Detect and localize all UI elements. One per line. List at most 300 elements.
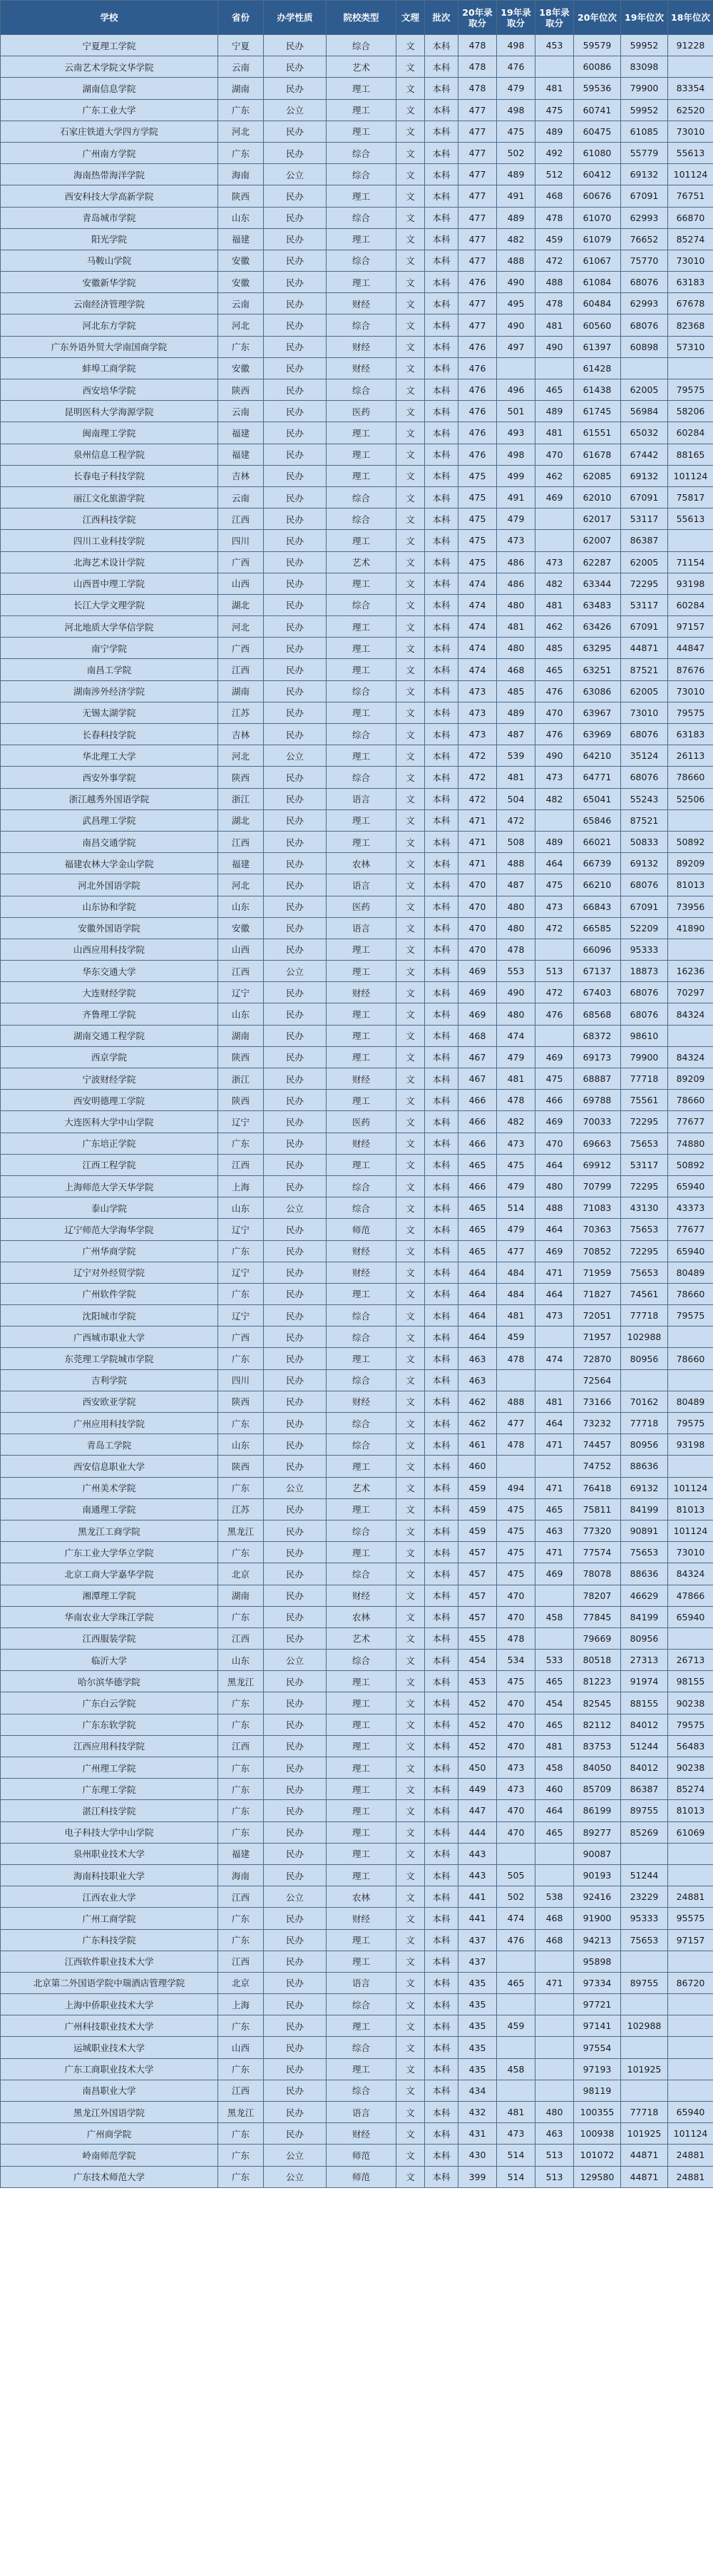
cell-rank-2019: 80956 — [621, 1348, 668, 1369]
cell-score-2018: 533 — [535, 1650, 574, 1671]
cell-school-type: 财经 — [327, 1240, 396, 1262]
cell-batch: 本科 — [425, 1175, 458, 1197]
cell-school-nature: 民办 — [264, 1348, 327, 1369]
cell-rank-2019: 59952 — [621, 99, 668, 121]
cell-rank-2018: 78660 — [668, 1283, 713, 1304]
cell-school-name: 海南科技职业大学 — [1, 1864, 218, 1886]
cell-track: 文 — [396, 767, 425, 788]
cell-rank-2019: 69132 — [621, 465, 668, 486]
cell-score-2020: 477 — [458, 185, 497, 207]
table-row — [1, 1821, 713, 1843]
table-row — [1, 1219, 713, 1240]
cell-school-nature: 民办 — [264, 1391, 327, 1412]
table-row — [1, 1348, 713, 1369]
cell-score-2018: 478 — [535, 293, 574, 315]
cell-province: 广东 — [218, 1240, 264, 1262]
cell-school-nature: 民办 — [264, 1520, 327, 1541]
cell-batch: 本科 — [425, 1498, 458, 1520]
cell-school-name: 广州科技职业技术大学 — [1, 2015, 218, 2037]
cell-score-2020: 477 — [458, 164, 497, 185]
cell-school-nature: 民办 — [264, 2015, 327, 2037]
cell-school-name: 南通理工学院 — [1, 1498, 218, 1520]
cell-school-nature: 民办 — [264, 659, 327, 680]
cell-rank-2018 — [668, 1025, 713, 1046]
cell-province: 吉林 — [218, 465, 264, 486]
cell-province: 云南 — [218, 486, 264, 508]
cell-school-nature: 民办 — [264, 1262, 327, 1283]
cell-school-type: 综合 — [327, 724, 396, 745]
cell-batch: 本科 — [425, 745, 458, 767]
table-row — [1, 422, 713, 444]
cell-school-nature: 民办 — [264, 1951, 327, 1972]
cell-score-2018: 489 — [535, 121, 574, 142]
cell-school-nature: 民办 — [264, 809, 327, 831]
table-row — [1, 1542, 713, 1563]
cell-school-nature: 民办 — [264, 2058, 327, 2080]
cell-score-2019 — [497, 2080, 535, 2101]
cell-batch: 本科 — [425, 702, 458, 723]
cell-track: 文 — [396, 1348, 425, 1369]
cell-school-type: 财经 — [327, 293, 396, 315]
cell-school-nature: 民办 — [264, 1779, 327, 1800]
cell-school-nature: 民办 — [264, 874, 327, 896]
cell-rank-2019: 77718 — [621, 1305, 668, 1327]
cell-province: 福建 — [218, 853, 264, 874]
cell-score-2020: 476 — [458, 422, 497, 444]
cell-school-name: 齐鲁理工学院 — [1, 1003, 218, 1025]
cell-batch: 本科 — [425, 573, 458, 594]
cell-score-2020: 470 — [458, 896, 497, 917]
cell-track: 文 — [396, 1542, 425, 1563]
cell-score-2020: 434 — [458, 2080, 497, 2101]
cell-track: 文 — [396, 1563, 425, 1585]
cell-batch: 本科 — [425, 1542, 458, 1563]
cell-school-name: 广东外语外贸大学南国商学院 — [1, 336, 218, 357]
cell-province: 山东 — [218, 207, 264, 228]
cell-batch: 本科 — [425, 1843, 458, 1864]
cell-school-type: 理工 — [327, 573, 396, 594]
header-province: 省份 — [218, 1, 264, 35]
cell-score-2019: 473 — [497, 1133, 535, 1154]
cell-rank-2020: 85709 — [574, 1779, 621, 1800]
cell-score-2020: 441 — [458, 1908, 497, 1929]
cell-province: 山西 — [218, 573, 264, 594]
cell-score-2020: 461 — [458, 1434, 497, 1456]
cell-school-type: 理工 — [327, 99, 396, 121]
cell-track: 文 — [396, 1800, 425, 1821]
cell-school-nature: 民办 — [264, 638, 327, 659]
cell-school-name: 武昌理工学院 — [1, 809, 218, 831]
cell-score-2019: 479 — [497, 1219, 535, 1240]
cell-track: 文 — [396, 1498, 425, 1520]
cell-rank-2020: 69173 — [574, 1046, 621, 1068]
cell-school-name: 临沂大学 — [1, 1650, 218, 1671]
cell-rank-2019: 75653 — [621, 1929, 668, 1951]
cell-rank-2020: 63483 — [574, 594, 621, 615]
cell-rank-2018: 85274 — [668, 228, 713, 250]
cell-rank-2018 — [668, 1994, 713, 2015]
cell-batch: 本科 — [425, 185, 458, 207]
cell-school-name: 闽南理工学院 — [1, 422, 218, 444]
cell-batch: 本科 — [425, 164, 458, 185]
cell-rank-2020: 70799 — [574, 1175, 621, 1197]
cell-score-2018: 480 — [535, 1175, 574, 1197]
cell-rank-2018: 80489 — [668, 1391, 713, 1412]
cell-rank-2018: 76751 — [668, 185, 713, 207]
cell-track: 文 — [396, 1262, 425, 1283]
cell-score-2018: 471 — [535, 1434, 574, 1456]
table-row — [1, 853, 713, 874]
cell-score-2018 — [535, 939, 574, 960]
cell-track: 文 — [396, 724, 425, 745]
header-school-nature: 办学性质 — [264, 1, 327, 35]
table-row — [1, 444, 713, 465]
cell-rank-2019: 67091 — [621, 185, 668, 207]
cell-province: 宁夏 — [218, 35, 264, 56]
cell-score-2019: 481 — [497, 2102, 535, 2123]
cell-school-name: 宁波财经学院 — [1, 1068, 218, 1090]
cell-rank-2018: 78660 — [668, 1090, 713, 1111]
cell-score-2020: 432 — [458, 2102, 497, 2123]
cell-school-name: 河北东方学院 — [1, 315, 218, 336]
cell-score-2018: 488 — [535, 1197, 574, 1219]
cell-school-nature: 民办 — [264, 185, 327, 207]
cell-rank-2020: 61428 — [574, 357, 621, 379]
cell-score-2019: 489 — [497, 164, 535, 185]
cell-track: 文 — [396, 336, 425, 357]
cell-track: 文 — [396, 659, 425, 680]
cell-batch: 本科 — [425, 1606, 458, 1627]
cell-score-2018: 470 — [535, 702, 574, 723]
cell-rank-2020: 60741 — [574, 99, 621, 121]
table-row — [1, 1391, 713, 1412]
cell-school-nature: 民办 — [264, 1240, 327, 1262]
cell-score-2018 — [535, 2037, 574, 2058]
cell-score-2020: 470 — [458, 874, 497, 896]
cell-rank-2020: 60484 — [574, 293, 621, 315]
cell-rank-2018: 75817 — [668, 486, 713, 508]
cell-score-2018: 464 — [535, 1283, 574, 1304]
cell-track: 文 — [396, 530, 425, 551]
cell-score-2020: 476 — [458, 379, 497, 401]
cell-score-2018: 470 — [535, 1133, 574, 1154]
cell-school-nature: 民办 — [264, 1133, 327, 1154]
cell-rank-2018: 26113 — [668, 745, 713, 767]
cell-score-2020: 469 — [458, 1003, 497, 1025]
cell-rank-2019: 101925 — [621, 2123, 668, 2145]
cell-province: 广东 — [218, 336, 264, 357]
cell-rank-2020: 78207 — [574, 1585, 621, 1606]
cell-rank-2018: 55613 — [668, 142, 713, 163]
cell-score-2019: 468 — [497, 659, 535, 680]
cell-score-2019: 486 — [497, 551, 535, 573]
cell-track: 文 — [396, 486, 425, 508]
cell-school-type: 财经 — [327, 1908, 396, 1929]
cell-score-2020: 437 — [458, 1929, 497, 1951]
cell-track: 文 — [396, 1413, 425, 1434]
cell-school-nature: 民办 — [264, 272, 327, 293]
cell-rank-2020: 77845 — [574, 1606, 621, 1627]
cell-province: 广西 — [218, 638, 264, 659]
cell-score-2018: 469 — [535, 1563, 574, 1585]
cell-school-type: 语言 — [327, 788, 396, 809]
table-row — [1, 1735, 713, 1757]
cell-rank-2018: 81013 — [668, 1498, 713, 1520]
cell-school-name: 岭南师范学院 — [1, 2145, 218, 2166]
cell-school-name: 运城职业技术大学 — [1, 2037, 218, 2058]
cell-school-nature: 民办 — [264, 1585, 327, 1606]
cell-school-type: 理工 — [327, 1735, 396, 1757]
cell-rank-2020: 70363 — [574, 1219, 621, 1240]
cell-track: 文 — [396, 1972, 425, 1993]
cell-score-2019: 481 — [497, 1305, 535, 1327]
table-row — [1, 99, 713, 121]
cell-score-2018: 490 — [535, 745, 574, 767]
cell-track: 文 — [396, 788, 425, 809]
cell-school-type: 综合 — [327, 680, 396, 702]
cell-track: 文 — [396, 1520, 425, 1541]
cell-province: 江西 — [218, 961, 264, 982]
cell-batch: 本科 — [425, 315, 458, 336]
cell-rank-2018: 57310 — [668, 336, 713, 357]
cell-rank-2020: 74457 — [574, 1434, 621, 1456]
cell-school-type: 综合 — [327, 1369, 396, 1391]
cell-track: 文 — [396, 1908, 425, 1929]
cell-rank-2019: 68076 — [621, 272, 668, 293]
cell-score-2019: 505 — [497, 1864, 535, 1886]
cell-school-type: 理工 — [327, 961, 396, 982]
table-row — [1, 551, 713, 573]
cell-school-nature: 民办 — [264, 35, 327, 56]
cell-rank-2018: 87676 — [668, 659, 713, 680]
table-row — [1, 272, 713, 293]
cell-rank-2019: 53117 — [621, 1154, 668, 1175]
cell-rank-2020: 78078 — [574, 1563, 621, 1585]
cell-batch: 本科 — [425, 1283, 458, 1304]
cell-rank-2018: 79575 — [668, 1305, 713, 1327]
cell-rank-2020: 94213 — [574, 1929, 621, 1951]
table-row — [1, 724, 713, 745]
cell-batch: 本科 — [425, 1262, 458, 1283]
cell-school-nature: 民办 — [264, 78, 327, 99]
cell-score-2019: 486 — [497, 573, 535, 594]
cell-rank-2019 — [621, 1369, 668, 1391]
cell-school-nature: 民办 — [264, 1111, 327, 1133]
cell-rank-2020: 63086 — [574, 680, 621, 702]
cell-score-2018 — [535, 357, 574, 379]
cell-score-2020: 460 — [458, 1456, 497, 1477]
cell-school-nature: 民办 — [264, 293, 327, 315]
cell-batch: 本科 — [425, 831, 458, 852]
cell-school-type: 财经 — [327, 1585, 396, 1606]
cell-school-name: 北京第二外国语学院中瑞酒店管理学院 — [1, 1972, 218, 1993]
cell-school-name: 广东科技学院 — [1, 1929, 218, 1951]
cell-rank-2019: 56984 — [621, 401, 668, 422]
cell-score-2019: 474 — [497, 1908, 535, 1929]
cell-batch: 本科 — [425, 1413, 458, 1434]
cell-score-2019: 465 — [497, 1972, 535, 1993]
cell-rank-2018: 41890 — [668, 917, 713, 939]
cell-track: 文 — [396, 250, 425, 271]
cell-track: 文 — [396, 56, 425, 78]
cell-score-2019 — [497, 1994, 535, 2015]
cell-track: 文 — [396, 1585, 425, 1606]
cell-school-type: 理工 — [327, 1283, 396, 1304]
cell-rank-2019: 62993 — [621, 293, 668, 315]
cell-batch: 本科 — [425, 853, 458, 874]
cell-score-2018: 471 — [535, 1477, 574, 1498]
cell-rank-2018: 90238 — [668, 1757, 713, 1779]
cell-rank-2019: 68076 — [621, 724, 668, 745]
cell-rank-2019: 51244 — [621, 1864, 668, 1886]
cell-score-2020: 435 — [458, 1972, 497, 1993]
cell-score-2018: 463 — [535, 2123, 574, 2145]
cell-score-2020: 471 — [458, 809, 497, 831]
cell-batch: 本科 — [425, 99, 458, 121]
cell-score-2020: 431 — [458, 2123, 497, 2145]
cell-rank-2018: 84324 — [668, 1003, 713, 1025]
cell-batch: 本科 — [425, 724, 458, 745]
cell-track: 文 — [396, 1821, 425, 1843]
cell-score-2018: 464 — [535, 1800, 574, 1821]
cell-province: 广东 — [218, 1800, 264, 1821]
cell-school-type: 理工 — [327, 1542, 396, 1563]
cell-score-2020: 459 — [458, 1520, 497, 1541]
cell-rank-2020: 74752 — [574, 1456, 621, 1477]
cell-rank-2020: 63295 — [574, 638, 621, 659]
cell-track: 文 — [396, 1133, 425, 1154]
table-row — [1, 1864, 713, 1886]
cell-school-type: 综合 — [327, 315, 396, 336]
table-row — [1, 78, 713, 99]
cell-school-type: 艺术 — [327, 56, 396, 78]
table-row — [1, 1133, 713, 1154]
cell-rank-2020: 65041 — [574, 788, 621, 809]
cell-track: 文 — [396, 917, 425, 939]
table-row — [1, 809, 713, 831]
cell-rank-2019: 55779 — [621, 142, 668, 163]
cell-school-name: 长江大学文理学院 — [1, 594, 218, 615]
cell-rank-2019: 75770 — [621, 250, 668, 271]
cell-track: 文 — [396, 896, 425, 917]
cell-score-2020: 467 — [458, 1068, 497, 1090]
cell-school-nature: 民办 — [264, 228, 327, 250]
cell-school-type: 理工 — [327, 1951, 396, 1972]
cell-batch: 本科 — [425, 1800, 458, 1821]
cell-score-2018: 478 — [535, 207, 574, 228]
cell-score-2020: 457 — [458, 1606, 497, 1627]
table-row — [1, 336, 713, 357]
cell-score-2018 — [535, 2015, 574, 2037]
cell-score-2019 — [497, 1951, 535, 1972]
cell-school-name: 无锡太湖学院 — [1, 702, 218, 723]
cell-score-2020: 463 — [458, 1369, 497, 1391]
table-row — [1, 1262, 713, 1283]
cell-province: 山东 — [218, 1197, 264, 1219]
cell-score-2019: 489 — [497, 207, 535, 228]
cell-track: 文 — [396, 573, 425, 594]
cell-school-name: 华南农业大学珠江学院 — [1, 1606, 218, 1627]
cell-school-type: 理工 — [327, 444, 396, 465]
cell-score-2020: 477 — [458, 207, 497, 228]
cell-province: 陕西 — [218, 1456, 264, 1477]
cell-rank-2019: 88155 — [621, 1692, 668, 1714]
cell-rank-2018: 55613 — [668, 508, 713, 530]
cell-rank-2018: 79575 — [668, 1413, 713, 1434]
cell-batch: 本科 — [425, 250, 458, 271]
cell-score-2019: 484 — [497, 1262, 535, 1283]
table-row — [1, 745, 713, 767]
cell-score-2018 — [535, 1994, 574, 2015]
cell-score-2019: 478 — [497, 1627, 535, 1649]
header-row — [1, 1, 713, 35]
cell-rank-2018: 101124 — [668, 164, 713, 185]
cell-rank-2020: 72564 — [574, 1369, 621, 1391]
cell-school-name: 蚌埠工商学院 — [1, 357, 218, 379]
cell-school-name: 浙江越秀外国语学院 — [1, 788, 218, 809]
cell-rank-2018: 82368 — [668, 315, 713, 336]
cell-school-nature: 民办 — [264, 508, 327, 530]
cell-school-name: 西安科技大学高新学院 — [1, 185, 218, 207]
cell-rank-2020: 72870 — [574, 1348, 621, 1369]
cell-batch: 本科 — [425, 874, 458, 896]
cell-rank-2020: 84050 — [574, 1757, 621, 1779]
cell-score-2018: 469 — [535, 486, 574, 508]
cell-rank-2020: 92416 — [574, 1886, 621, 1908]
cell-score-2020: 478 — [458, 78, 497, 99]
table-row — [1, 56, 713, 78]
cell-score-2018: 481 — [535, 422, 574, 444]
cell-province: 陕西 — [218, 767, 264, 788]
cell-rank-2019: 72295 — [621, 1240, 668, 1262]
cell-rank-2020: 60475 — [574, 121, 621, 142]
cell-school-name: 广州工商学院 — [1, 1908, 218, 1929]
cell-score-2018: 473 — [535, 551, 574, 573]
table-row — [1, 185, 713, 207]
cell-rank-2020: 63967 — [574, 702, 621, 723]
table-row — [1, 573, 713, 594]
cell-rank-2019: 79900 — [621, 1046, 668, 1068]
cell-school-type: 理工 — [327, 1003, 396, 1025]
cell-score-2019: 470 — [497, 1606, 535, 1627]
cell-rank-2018: 26713 — [668, 1650, 713, 1671]
cell-rank-2020: 83753 — [574, 1735, 621, 1757]
cell-score-2018: 469 — [535, 1111, 574, 1133]
cell-score-2018: 471 — [535, 1972, 574, 1993]
cell-track: 文 — [396, 1779, 425, 1800]
table-row — [1, 874, 713, 896]
cell-batch: 本科 — [425, 1864, 458, 1886]
table-row — [1, 638, 713, 659]
cell-school-type: 师范 — [327, 2166, 396, 2187]
cell-school-name: 华东交通大学 — [1, 961, 218, 982]
cell-rank-2019: 95333 — [621, 1908, 668, 1929]
cell-rank-2018: 83354 — [668, 78, 713, 99]
header-rank-2020: 20年位次 — [574, 1, 621, 35]
cell-rank-2018: 95575 — [668, 1908, 713, 1929]
cell-batch: 本科 — [425, 767, 458, 788]
cell-score-2019: 480 — [497, 638, 535, 659]
cell-school-nature: 民办 — [264, 982, 327, 1003]
cell-batch: 本科 — [425, 1240, 458, 1262]
cell-score-2020: 449 — [458, 1779, 497, 1800]
cell-score-2018: 481 — [535, 78, 574, 99]
cell-school-type: 语言 — [327, 917, 396, 939]
cell-score-2020: 437 — [458, 1951, 497, 1972]
table-row — [1, 767, 713, 788]
cell-score-2019: 504 — [497, 788, 535, 809]
cell-score-2020: 465 — [458, 1240, 497, 1262]
